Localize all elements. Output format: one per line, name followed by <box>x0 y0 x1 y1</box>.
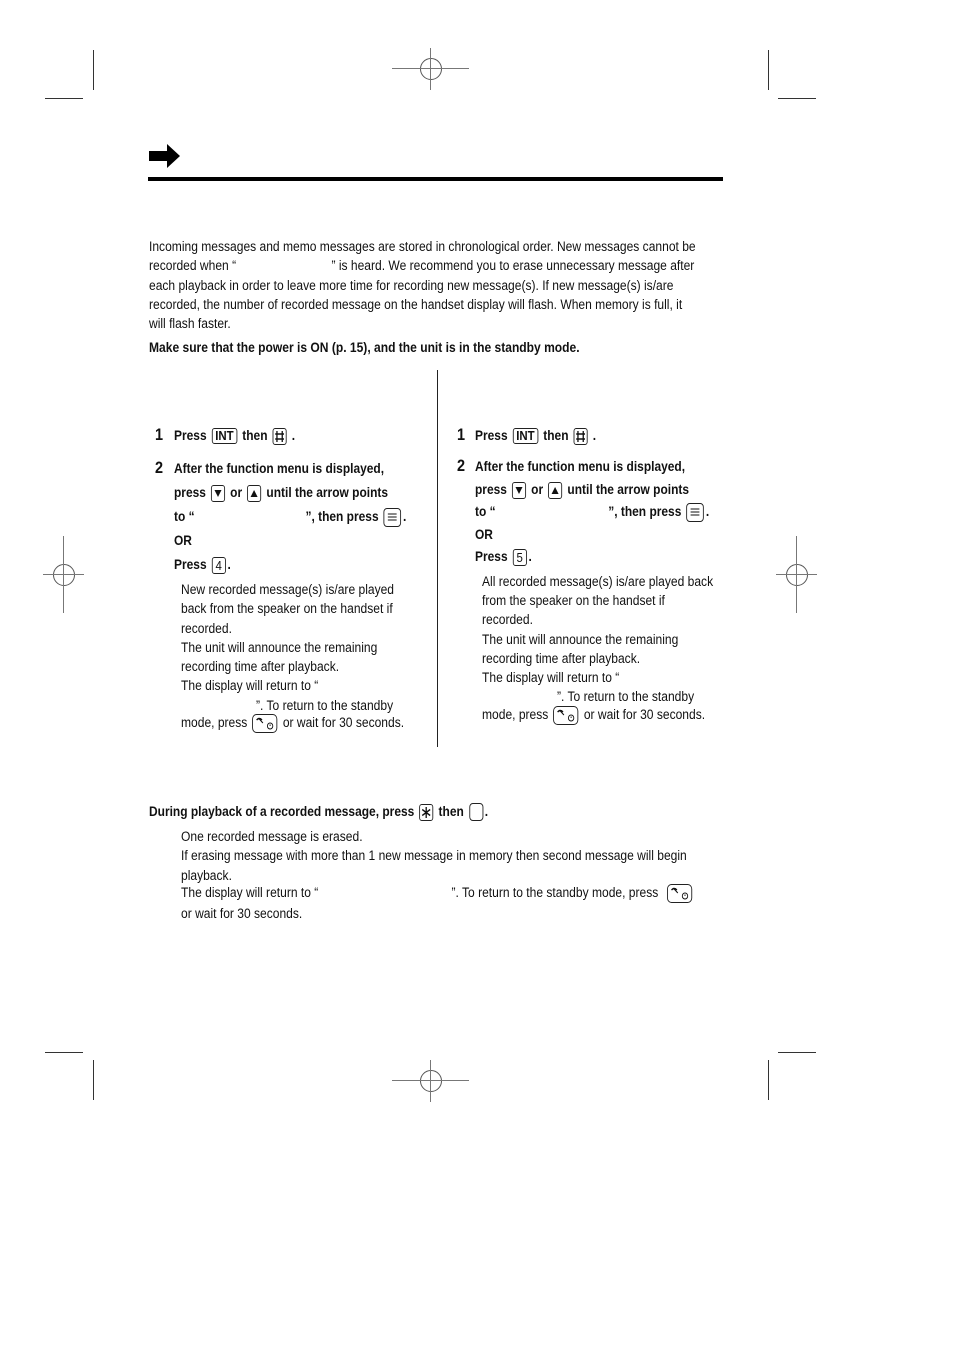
step-2-line: Press 4 . <box>174 557 231 573</box>
up-arrow-icon <box>549 483 561 498</box>
crop-mark <box>93 1060 94 1100</box>
left-body-line: The unit will announce the remaining <box>181 640 378 655</box>
crop-mark <box>778 98 816 99</box>
digit-5-key[interactable]: 5 <box>513 549 527 566</box>
step-2-line: to “ ”, then press . <box>475 500 709 524</box>
intro-line: Incoming messages and memo messages are stored in chronological order. New messages cannot be <box>149 239 696 254</box>
menu-icon <box>687 504 703 521</box>
down-arrow-icon <box>212 486 224 501</box>
up-key[interactable] <box>548 482 562 499</box>
body-text: The display will return to “ <box>181 885 319 900</box>
left-body-line: The display will return to “ <box>181 678 319 693</box>
or-label: OR <box>174 533 192 548</box>
intercom-key[interactable]: INT <box>513 428 538 444</box>
intro-text: recorded when “ <box>149 258 237 273</box>
right-body-line: The display will return to “ <box>482 670 620 685</box>
crop-mark <box>768 1060 769 1100</box>
menu-icon <box>385 509 401 526</box>
right-body-line: from the speaker on the handset if <box>482 593 665 608</box>
left-body-line: ”. To return to the standby <box>256 698 394 713</box>
step-number: 1 <box>457 425 466 444</box>
body-text: mode, press <box>181 715 248 730</box>
or-label: OR <box>475 527 493 542</box>
step-text: ”, then press <box>305 509 379 524</box>
step-2-line <box>174 481 388 505</box>
erase-key[interactable] <box>469 803 483 821</box>
erase-body-line <box>181 883 694 903</box>
right-body-line: All recorded message(s) is/are played back <box>482 574 714 589</box>
right-body-line: ”. To return to the standby <box>557 689 695 704</box>
crop-mark <box>93 50 94 90</box>
step-2-line: Press 5 . <box>475 549 532 565</box>
right-body-line: recording time after playback. <box>482 651 641 666</box>
step-text: press <box>174 485 206 500</box>
header-rule <box>148 177 723 181</box>
digit-4-key[interactable]: 4 <box>212 557 226 574</box>
menu-key[interactable] <box>686 503 704 522</box>
phone-off-icon <box>554 707 577 724</box>
step-text: to “ <box>475 504 496 519</box>
step-text: ”, then press <box>608 504 682 519</box>
crop-mark <box>45 1052 83 1053</box>
erase-body-line: playback. <box>181 868 232 883</box>
right-body-line <box>482 705 705 725</box>
step-2-line: to “ ”, then press . <box>174 505 406 529</box>
intro-text: ” is heard. We recommend you to erase unnecessary message after <box>331 258 695 273</box>
off-key[interactable] <box>553 706 578 725</box>
step-2-line <box>475 478 689 502</box>
step-text: then <box>242 428 268 443</box>
phone-off-icon <box>668 885 691 902</box>
step-number: 1 <box>155 425 164 444</box>
step-text: until the arrow points <box>567 482 690 497</box>
step-text: Press <box>174 428 207 443</box>
star-icon <box>420 805 432 820</box>
menu-key[interactable] <box>384 508 402 527</box>
erase-instruction: During playback of a recorded message, press then . <box>149 800 488 824</box>
up-key[interactable] <box>247 485 261 502</box>
intro-line: each playback in order to leave more time for recording new message(s). If new message(s) is/are <box>149 278 674 293</box>
intro-line: will flash faster. <box>149 316 231 331</box>
step-text: or <box>230 485 243 500</box>
off-key[interactable] <box>667 884 692 903</box>
body-text: mode, press <box>482 707 549 722</box>
right-body-line: recorded. <box>482 612 533 627</box>
step-text: then <box>438 804 464 819</box>
step-text: then <box>543 428 569 443</box>
body-text: or wait for 30 seconds. <box>282 715 405 730</box>
left-body-line <box>181 713 404 733</box>
left-body-line: recording time after playback. <box>181 659 340 674</box>
step-text: to “ <box>174 509 195 524</box>
step-1: Press INT then . <box>174 428 296 444</box>
standby-note: Make sure that the power is ON (p. 15), and the unit is in the standby mode. <box>149 340 580 355</box>
up-arrow-icon <box>248 486 260 501</box>
off-key[interactable] <box>252 714 277 733</box>
left-body-line: back from the speaker on the handset if <box>181 601 393 616</box>
crop-mark <box>768 50 769 90</box>
left-body-line: recorded. <box>181 621 232 636</box>
phone-off-icon <box>253 715 276 732</box>
step-text: until the arrow points <box>266 485 389 500</box>
body-text: or wait for 30 seconds. <box>583 707 706 722</box>
step-1: Press INT then . <box>475 428 597 444</box>
down-key[interactable] <box>512 482 526 499</box>
hash-icon <box>574 429 586 444</box>
body-text: ”. To return to the standby mode, press <box>451 885 659 900</box>
arrow-right-icon <box>149 143 181 169</box>
hash-key[interactable] <box>574 428 588 445</box>
erase-body-line: One recorded message is erased. <box>181 829 363 844</box>
star-key[interactable] <box>419 804 433 821</box>
crop-mark <box>45 98 83 99</box>
step-text: Press <box>475 549 508 564</box>
crop-mark <box>778 1052 816 1053</box>
intro-line: recorded, the number of recorded message on the handset display will flash. When memory is full, it <box>149 297 683 312</box>
right-body-line: The unit will announce the remaining <box>482 632 679 647</box>
down-key[interactable] <box>211 485 225 502</box>
left-body-line: New recorded message(s) is/are played <box>181 582 395 597</box>
step-number: 2 <box>155 458 164 477</box>
column-divider <box>437 370 438 747</box>
step-text: Press <box>174 557 207 572</box>
hash-icon <box>273 429 285 444</box>
step-number: 2 <box>457 456 466 475</box>
step-text: or <box>531 482 544 497</box>
step-text: press <box>475 482 507 497</box>
erase-body-line: or wait for 30 seconds. <box>181 906 303 921</box>
intro-line <box>149 256 694 275</box>
down-arrow-icon <box>513 483 525 498</box>
step-text: Press <box>475 428 508 443</box>
hash-key[interactable] <box>273 428 287 445</box>
erase-body-line: If erasing message with more than 1 new message in memory then second message will begin <box>181 848 687 863</box>
step-text: During playback of a recorded message, press <box>149 804 415 819</box>
step-2-line: After the function menu is displayed, <box>475 459 686 474</box>
step-2-line: After the function menu is displayed, <box>174 461 385 476</box>
intercom-key[interactable]: INT <box>212 428 237 444</box>
